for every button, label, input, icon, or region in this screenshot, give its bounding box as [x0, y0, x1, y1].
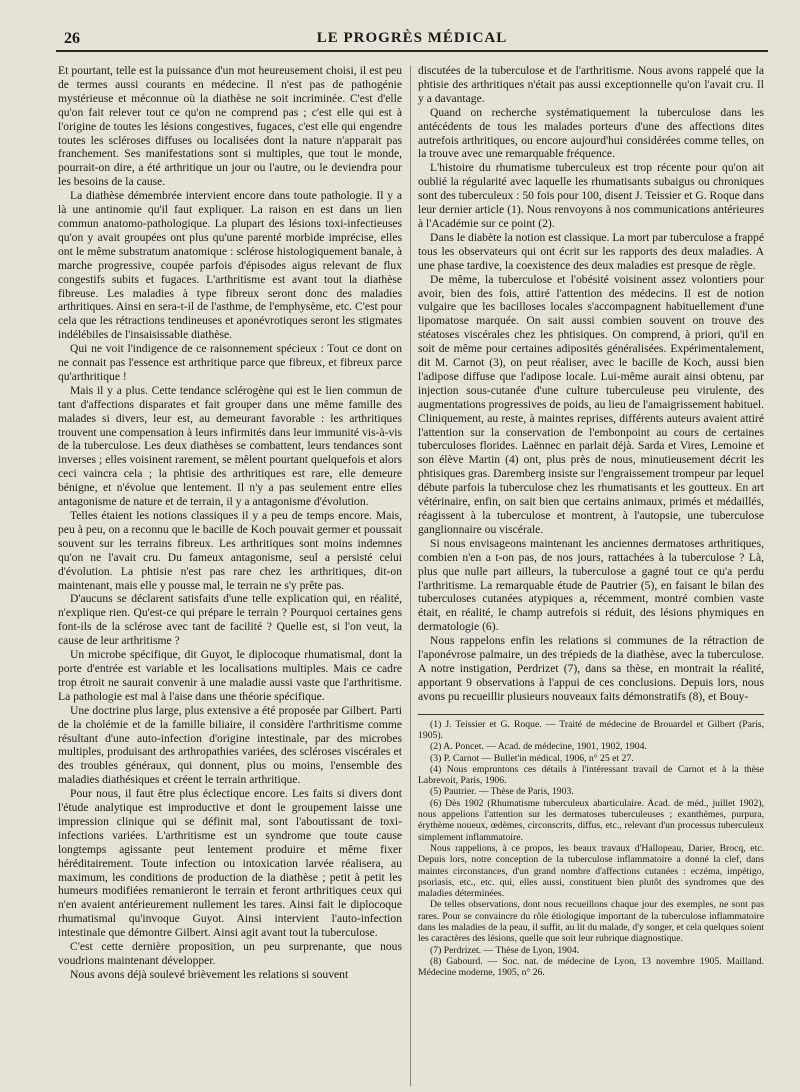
footnote: (7) Perdrizet. — Thèse de Lyon, 1904. [430, 944, 580, 956]
page-header [56, 24, 768, 52]
footnote: (5) Pautrier. — Thèse de Paris, 1903. [430, 786, 574, 798]
left-column [58, 64, 402, 982]
paragraph: D'aucuns se déclarent satisfaits d'une telle explication qui, en réalité, n'explique rien. Qu'est-ce qui prépare le terrain ? Pourquoi certaines gens font-ils de la sclérose avec tant de facilité ? Quelle est, si l'on veut, la cause de leur arthritisme ? [58, 592, 402, 648]
footnote: Nous rappelions, à ce propos, les beaux travaux d'Hallopeau, Darier, Brocq, etc. Depuis lors, notre conception de la tuberculose inflammatoire a donné la clef, dans maintes circonstances, d'un grand nombre d'affections cutanées : eczéma, impétigo, psoriasis, etc., etc. qui, elles aussi, constituent bien plutôt des syndromes que des maladies déterminées. [418, 842, 764, 900]
footnotes [418, 719, 764, 979]
footnote: De telles observations, dont nous recueillons chaque jour des exemples, ne sont pas rares. Pour se convaincre du rôle étiologique important de la tuberculose inflammatoire dans les maladies de la peau, il suffit, au lit du malade, d'y songer, et cela quelques soient les caractères des lésions, quelle que soit leur rubrique diagnostique. [418, 899, 764, 945]
paragraph: Dans le diabète la notion est classique. La mort par tuberculose a frappé tous les observateurs qui ont écrit sur les rapports des deux maladies. A une phase tardive, la coexistence des deux maladies est presque de règle. [418, 230, 764, 272]
paragraph: Pour nous, il faut être plus éclectique encore. Les faits si divers dont l'étude analytique est improductive et dont le groupement laisse une impression clinique qui se définit mal, sont l'aboutissant de toxi-infections variées. L'arthritisme est un syndrome que toute cause longtemps agissante peut lentement produire et même fixer héréditairement. Toute infection ou intoxication larvée réalisera, au maximum, les conditions de production de la diathèse ; petit à petit les humeurs modifiées remanieront le terrain et feront arthritiques ceux qui n'en avaient antérieurement nullement les tares. Ainsi fait le diplocoque rhumatismal qu'invoque Guyot. Ainsi intervient l'auto-infection intestinale que démontre Gilbert. Ainsi agit avant tout la tuberculose. [58, 787, 402, 940]
paragraph: discutées de la tuberculose et de l'arthritisme. Nous avons rappelé que la phtisie des arthritiques n'était pas aussi exceptionnelle qu'on l'avait cru. Il y a davantage. [418, 64, 764, 105]
paragraph: La diathèse démembrée intervient encore dans toute pathologie. Il y a là une antinomie qu'il faut expliquer. La raison en est dans un lien commun anatomo-pathologique. La plupart des lésions toxi-infectieuses qu'on y avait groupées ont plus qu'une parenté morbide imprécise, elles ont le même substratum anatomique : sclérose histologiquement banale, à marche progressive, coupée parfois d'épisodes aigus relevant de flux congestifs subits et fugaces. L'arthritisme est avant tout la diathèse fibreuse. Les maladies à type fibreux seront donc des maladies arthritiques. Ainsi en sera-t-il de l'asthme, de l'emphysème, etc. C'est pour cela que les rétractions tendineuses et aponévrotiques seront les stigmates indélébiles de l'insaisissable diathèse. [58, 189, 402, 342]
paragraph: Telles étaient les notions classiques il y a peu de temps encore. Mais, peu à peu, on a reconnu que le bacille de Koch pouvait germer et poussait souvent sur les terrains fibreux. Les arthritiques sont moins indemnes qu'on ne l'avait cru. Du fameux antagonisme, seul a persisté celui d'évolution. La phtisie n'est pas rare chez les arthritiques, dit-on maintenant, mais elle y pousse mal, le terrain ne s'y prête pas. [58, 509, 402, 592]
column-divider [410, 66, 411, 1086]
right-column [418, 64, 764, 979]
paragraph: Une doctrine plus large, plus extensive a été proposée par Gilbert. Parti de la cholémie et de la famille biliaire, il considère l'arthritisme comme résultant d'une auto-infection d'origine intestinale, par des microbes multiples, produisant des arthropathies variées, des scléroses viscérales et des troubles généraux, qui donnent, plus ou moins, l'ensemble des maladies diathésiques et créent le terrain arthritique. [58, 703, 402, 787]
paragraph: Nous avons déjà soulevé brièvement les relations si souvent [70, 967, 349, 981]
footnote: (4) Nous empruntons ces détails à l'intéressant travail de Carnot et à la thèse Labrevoit, Paris, 1906. [418, 763, 764, 787]
paragraph: Qui ne voit l'indigence de ce raisonnement spécieux : Tout ce dont on ne connait pas l'essence est arthritique parce que fibreux, et fibreux parce qu'arthritique ! [58, 342, 402, 383]
paragraph: Nous rappelons enfin les relations si communes de la rétraction de l'aponévrose palmaire, un des trépieds de la diathèse, avec la tuberculose. A notre instigation, Perdrizet (7), dans sa thèse, en montrait la réalité, apportant 9 observations à l'appui de ces conclusions. Depuis lors, nous avons pu recueillir plusieurs nouveaux faits démonstratifs (8), et Bouy- [418, 634, 764, 703]
paragraph: C'est cette dernière proposition, un peu surprenante, que nous voudrions maintenant développer. [58, 940, 402, 967]
page-number: 26 [64, 30, 80, 47]
paragraph: Un microbe spécifique, dit Guyot, le diplocoque rhumatismal, dont la porte d'entrée est variable et les localisations multiples. Mais ce cadre trop étroit ne saurait convenir à une maladie aussi vaste que l'arthritisme. La pathologie est mal à l'aise dans une théorie spécifique. [58, 648, 402, 703]
footnote: (2) A. Poncet. — Acad. de médecine, 1901, 1902, 1904. [430, 741, 647, 753]
footnote: (3) P. Carnot — Bullet'in médical, 1906, n° 25 et 27. [430, 752, 634, 764]
paragraph: Mais il y a plus. Cette tendance sclérogène qui est le lien commun de tant d'affections disparates et fait grouper dans une même famille des malades si divers, leur est, au demeurant favorable : les arthritiques trouvent une compensation à leurs infirmités dans leur immunité vis-à-vis de la tuberculose. Les deux diathèses se combattent, leurs tendances sont inverses ; elles voisinent rarement, se mêlent pourtant quelquefois et alors ceci vaincra cela ; la phtisie des arthritiques est rare, elle demeure bénigne, et n'évolue que lentement. Il n'y a pas seulement entre elles antagonisme de nature et de terrain, il y a antagonisme d'évolution. [58, 383, 402, 509]
footnote: (6) Dès 1902 (Rhumatisme tuberculeux abarticulaire. Acad. de méd., juillet 1902), nous appelions l'attention sur les dermatoses tuberculeuses ; exanthèmes, purpura, érythème noueux, œdèmes, circonscrits, diffus, etc., relevant d'un processus tuberculeux simplement inflammatoire. [418, 797, 764, 843]
paragraph: Quand on recherche systématiquement la tuberculose dans les antécédents de tous les malades porteurs d'une des affections dites autrefois arthritiques, ou encore aujourd'hui considérées comme telles, on la trouve avec une remarquable fréquence. [418, 105, 764, 161]
paragraph: De même, la tuberculose et l'obésité voisinent assez volontiers pour avoir, bien des fois, attiré l'attention des médecins. Il est de notion vulgaire que les bacilloses locales s'accompagnent habituellement d'une lipomatose marquée. On sait aussi combien souvent on trouve des stéatoses viscérales chez les phtisiques. On comprend, à priori, qu'il en soit de même pour certaines adiposités généralisées. Expérimentalement, dit M. Carnot (3), on peut réaliser, avec le bacille de Koch, aussi bien l'adipose diffuse que l'adipose locale. Lui-même aurait ainsi obtenu, par injection sous-cutanée d'une culture tuberculeuse peu virulente, des augmentations progressives de poids, au lieu de l'amaigrissement habituel. Cliniquement, au reste, à maintes reprises, différents auteurs avaient attiré l'attention sur la conservation de l'embonpoint au cours de certaines tuberculoses florides. Laënnec en parlait déjà. Sarda et Vires, Lemoine et son élève Martin (4) ont, plus près de nous, minutieusement décrit les phtisiques gras. Daremberg insiste sur l'engraissement trompeur par lequel débute parfois la tuberculose chez les rhumatisants et les goutteux. En art vétérinaire, enfin, on sait bien que certains animaux, primés et médaillés, réagissent à la tuberculose et montrent, à l'autopsie, une tuberculose ganglionnaire ou viscérale. [418, 272, 764, 536]
paragraph: Et pourtant, telle est la puissance d'un mot heureusement choisi, il est peu de termes aussi courants en médecine. Il n'est pas de pathogénie mystérieuse et méconnue où la diathèse ne soit incriminée. C'est d'elle qu'on fait relever tout ce qu'on ne comprend pas ; c'est elle qui est à l'origine de toutes les lésions congestives, fugaces, c'est elle qui engendre toutes les scléroses diffuses ou localisées dont la nature n'apparait pas franchement. Ses manifestations sont si multiples, que tout le monde, pourrait-on dire, a été arthritique un jour ou l'autre, ou le deviendra pour les besoins de la cause. [58, 64, 402, 189]
footnote: (1) J. Teissier et G. Roque. — Traité de médecine de Brouardel et Gilbert (Paris, 1905). [418, 718, 764, 741]
journal-title: LE PROGRÈS MÉDICAL [316, 30, 508, 46]
paragraph: L'histoire du rhumatisme tuberculeux est trop récente pour qu'on ait oublié la régularité avec laquelle les rhumatisants subaigus ou chroniques sont des tuberculeux : 50 fois pour 100, disent J. Teissier et G. Roque dans leur dernier article (1). Nous renvoyons à nos communications antérieures à l'Académie sur ce point (2). [418, 161, 764, 230]
paragraph: Si nous envisageons maintenant les anciennes dermatoses arthritiques, combien n'en a t-on pas, de nos jours, rattachées à la tuberculose ? Là, plus que nulle part ailleurs, la tuberculose a gagné tout ce qu'a perdu l'arthritisme. La remarquable étude de Pautrier (5), en faisant le bilan des tuberculoses cutanées atypiques a, récemment, montré combien vaste était, en réalité, le champ autrefois si réduit, des lésions phymiques en dermatologie (6). [418, 536, 764, 634]
footnote: (8) Gabourd. — Soc. nat. de médecine de Lyon, 13 novembre 1905. Mailland. Médecine moderne, 1905, n° 26. [418, 955, 764, 979]
footnote-rule [418, 714, 764, 715]
